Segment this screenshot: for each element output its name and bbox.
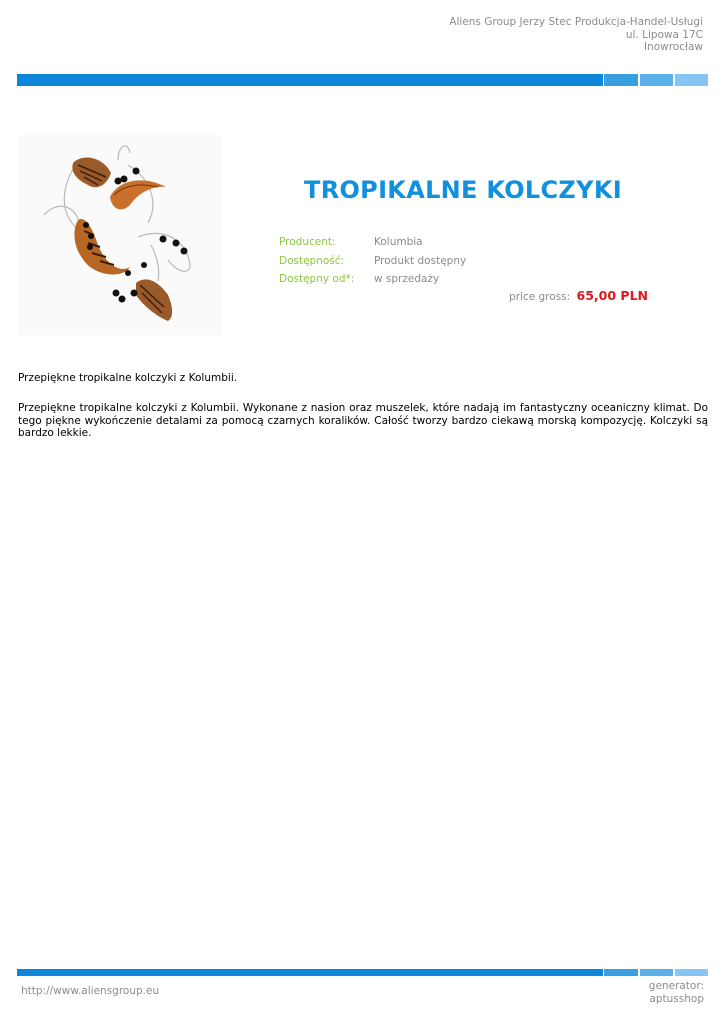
earrings-illustration (18, 135, 222, 335)
price-label: price gross: (509, 291, 571, 303)
header-bar (17, 74, 707, 86)
property-availability (279, 252, 466, 271)
generator-credit (649, 980, 704, 1005)
generator-label: generator: (648, 980, 704, 992)
property-label: Producent: (279, 236, 336, 248)
product-image (18, 135, 222, 335)
property-value: Kolumbia (374, 236, 423, 248)
footer-url: http://www.aliensgroup.eu (21, 985, 160, 997)
price (509, 288, 648, 303)
property-label: Dostępność: (279, 254, 345, 267)
product-properties (279, 233, 466, 289)
company-street: ul. Lipowa 17C (625, 28, 703, 41)
company-city: Inowrocław (643, 41, 703, 53)
long-description: Przepiękne tropikalne kolczyki z Kolumbii. Wykonane z nasion oraz muszelek, które nadają im fantastyczny oceaniczny klimat. Do tego piękne wykończenie detalami za pomocą czarnych koralików. Całość tworzy bardzo ciekawą morską kompozycję. Kolczyki są bardzo lekkie. (18, 402, 708, 439)
generator-name: aptusshop (649, 992, 704, 1005)
property-producer (279, 233, 466, 252)
short-description: Przepiękne tropikalne kolczyki z Kolumbii. (18, 372, 238, 384)
company-name: Aliens Group Jerzy Stec Produkcja-Handel-Usługi (449, 16, 703, 28)
property-available-from (279, 270, 466, 289)
property-value: w sprzedaży (374, 273, 440, 285)
property-label: Dostępny od*: (279, 273, 355, 285)
product-title: TROPIKALNE KOLCZYKI (304, 176, 622, 204)
company-address (449, 16, 703, 54)
footer-bar (17, 969, 707, 976)
property-value: Produkt dostępny (374, 254, 467, 267)
price-value: 65,00 PLN (576, 288, 648, 303)
